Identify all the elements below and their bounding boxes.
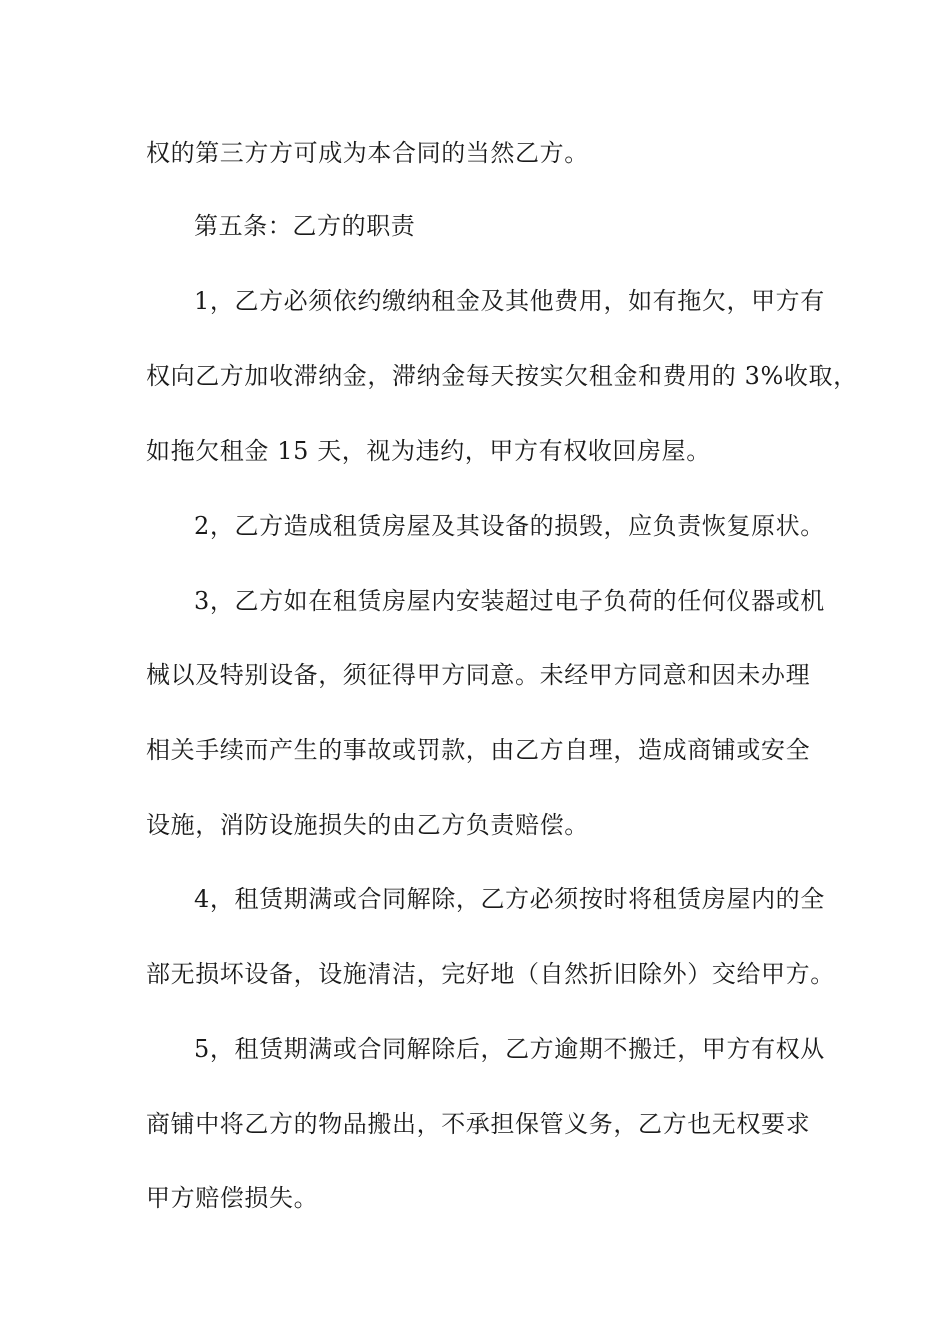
clause-5-line: 甲方赔偿损失。	[146, 1184, 319, 1212]
clause-4-line: 4，租赁期满或合同解除，乙方必须按时将租赁房屋内的全	[194, 885, 825, 913]
section-heading: 第五条：乙方的职责	[194, 212, 416, 240]
clause-1-line: 1，乙方必须依约缴纳租金及其他费用，如有拖欠，甲方有	[194, 287, 825, 315]
clause-1-line: 如拖欠租金 15 天，视为违约，甲方有权收回房屋。	[146, 437, 711, 465]
clause-5-line: 商铺中将乙方的物品搬出，不承担保管义务，乙方也无权要求	[146, 1110, 811, 1138]
clause-3-line: 3，乙方如在租赁房屋内安装超过电子负荷的任何仪器或机	[194, 587, 825, 615]
clause-3-line: 相关手续而产生的事故或罚款，由乙方自理，造成商铺或安全	[146, 736, 811, 764]
clause-3-line: 械以及特别设备，须征得甲方同意。未经甲方同意和因未办理	[146, 661, 811, 689]
text-line: 权的第三方方可成为本合同的当然乙方。	[146, 139, 589, 167]
clause-2-line: 2，乙方造成租赁房屋及其设备的损毁，应负责恢复原状。	[194, 512, 825, 540]
clause-4-line: 部无损坏设备，设施清洁，完好地（自然折旧除外）交给甲方。	[146, 960, 835, 988]
clause-1-line: 权向乙方加收滞纳金，滞纳金每天按实欠租金和费用的 3%收取，	[146, 362, 858, 390]
clause-3-line: 设施，消防设施损失的由乙方负责赔偿。	[146, 811, 589, 839]
clause-5-line: 5，租赁期满或合同解除后，乙方逾期不搬迁，甲方有权从	[194, 1035, 825, 1063]
